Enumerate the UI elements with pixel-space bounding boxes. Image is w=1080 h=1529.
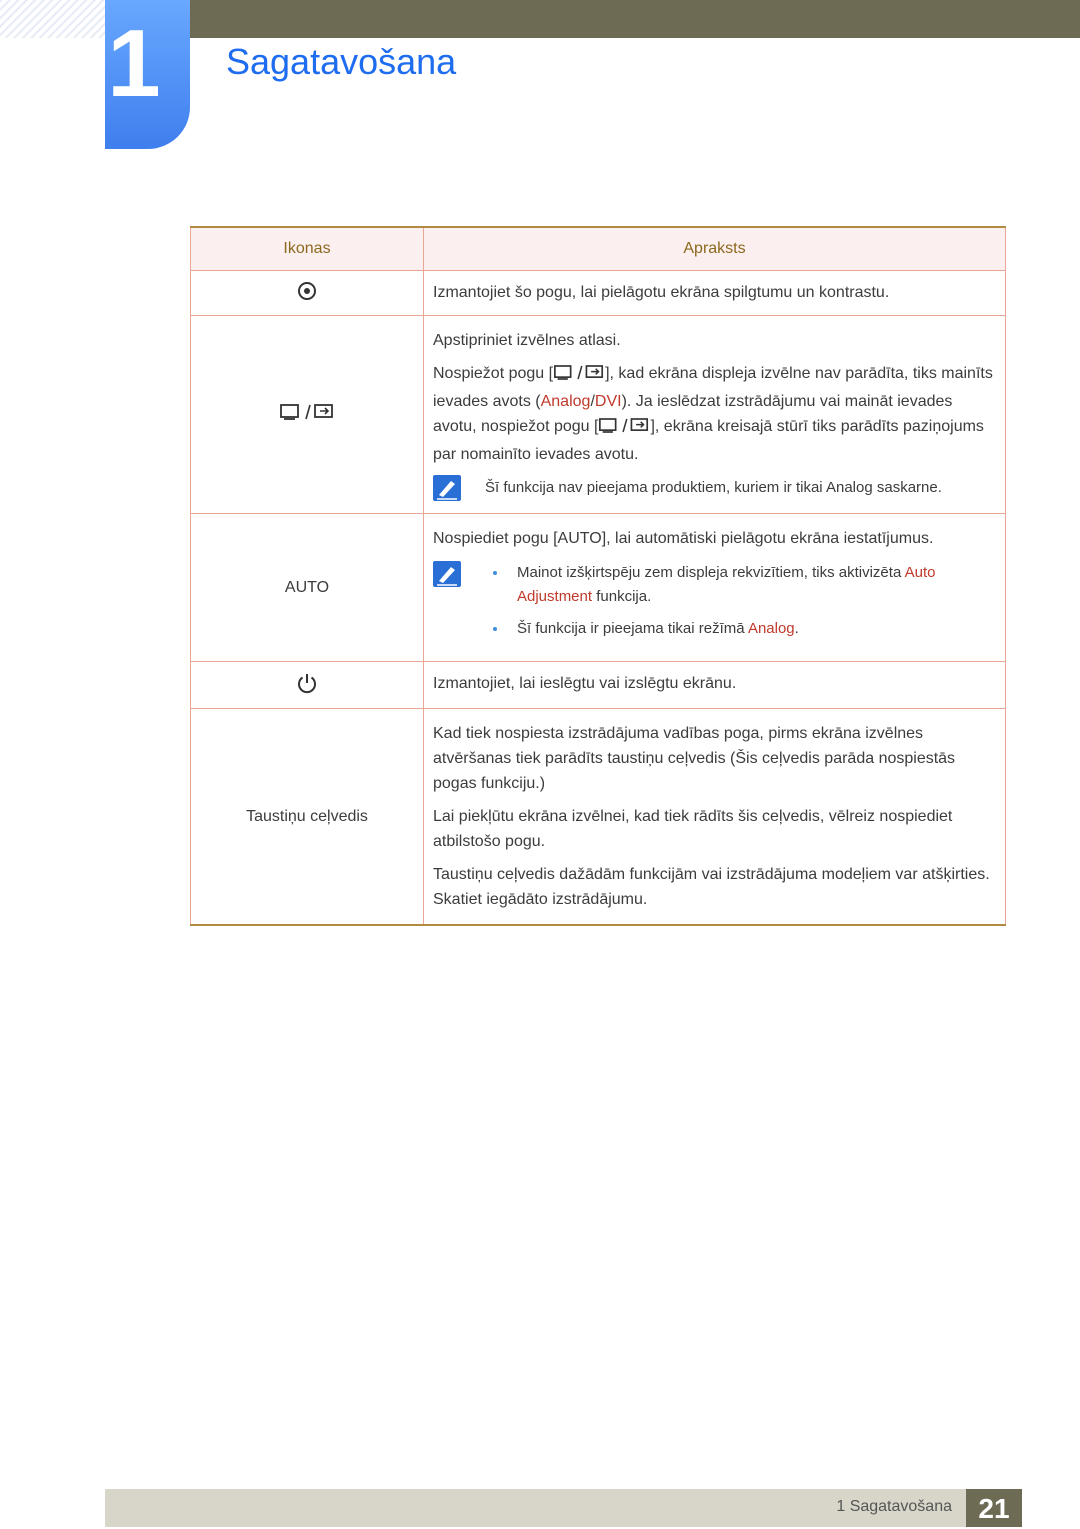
source-description: [424, 316, 1006, 514]
auto-notes: [433, 561, 993, 649]
page-number: 21: [966, 1489, 1022, 1527]
auto-note-list: [485, 561, 993, 649]
key-guide-text-3: Taustiņu ceļvedis dažādām funkcijām vai izstrādājuma modeļiem var atšķirties. Skatiet iegādāto izstrādājumu.: [433, 866, 990, 908]
key-guide-text-1: Kad tiek nospiesta izstrādājuma vadības poga, pirms ekrāna izvēlnes atvēršanas tiek parādīts taustiņu ceļvedis (Šis ceļvedis parāda nospiestās pogas funkciju.): [433, 725, 956, 792]
source-icon-cell: [191, 316, 424, 514]
chapter-number: 1: [107, 10, 161, 117]
source-separator: /: [590, 393, 595, 410]
brightness-description: Izmantojiet šo pogu, lai pielāgotu ekrāna spilgtumu un kontrastu.: [424, 271, 1006, 316]
table-row-brightness: [191, 271, 1006, 316]
column-header-description: Apraksts: [424, 227, 1006, 271]
table-header-row: [191, 227, 1006, 271]
auto-adjustment-highlight: Auto Adjustment: [517, 564, 936, 605]
note-icon: [433, 561, 461, 587]
source-detail-text: [433, 361, 993, 467]
source-enter-inline-icon: [553, 364, 605, 389]
chapter-title: Sagatavošana: [226, 41, 457, 82]
corner-hatch-decoration: [0, 0, 105, 38]
table-row-key-guide: [191, 709, 1006, 926]
source-enter-inline-icon-2: [598, 417, 650, 442]
brightness-icon: [297, 281, 317, 301]
list-item: Šī funkcija ir pieejama tikai režīmā Analog.: [485, 617, 993, 641]
top-header-bar: [190, 0, 1080, 38]
source-enter-icon: [279, 408, 335, 425]
source-dvi-highlight: DVI: [594, 393, 622, 410]
key-guide-label: Taustiņu ceļvedis: [191, 709, 424, 926]
source-detail-part-b: ], kad ekrāna displeja izvēlne nav parādīta, tiks mainīts ievades avots (: [433, 365, 993, 410]
analog-mode-highlight: Analog: [747, 620, 795, 637]
column-header-icons: Ikonas: [191, 227, 424, 271]
key-guide-description: [424, 709, 1006, 926]
source-detail-part-d: ], ekrāna kreisajā stūrī tiks parādīts paziņojums par nomainīto ievades avotu.: [433, 418, 984, 463]
source-detail-part-a: Nospiežot pogu [: [433, 365, 554, 382]
table-row-source: [191, 316, 1006, 514]
source-detail-part-c: ). Ja ieslēdzat izstrādājumu vai maināt ievades avotu, nospiežot pogu [: [433, 393, 953, 435]
auto-text-part-a: Nospiediet pogu [: [433, 530, 558, 547]
brightness-icon-cell: [191, 271, 424, 316]
table-row-auto: [191, 514, 1006, 662]
footer-section-label: 1 Sagatavošana: [836, 1498, 952, 1515]
table-row-power: [191, 662, 1006, 709]
icons-table: [190, 226, 1006, 926]
list-item: Mainot izšķirtspēju zem displeja rekvizītiem, tiks aktivizēta Auto Adjustment funkcija.: [485, 561, 993, 609]
power-icon-cell: [191, 662, 424, 709]
source-note-text: Šī funkcija nav pieejama produktiem, kuriem ir tikai Analog saskarne.: [485, 479, 942, 496]
power-description: Izmantojiet, lai ieslēgtu vai izslēgtu ekrānu.: [424, 662, 1006, 709]
note-icon: [433, 475, 461, 501]
auto-description: [424, 514, 1006, 662]
auto-text-part-b: ], lai automātiski pielāgotu ekrāna iestatījumus.: [601, 530, 934, 547]
auto-main-text: [433, 526, 993, 551]
key-guide-text-2: Lai piekļūtu ekrāna izvēlnei, kad tiek rādīts šis ceļvedis, vēlreiz nospiediet atbilstošo pogu.: [433, 808, 953, 850]
auto-key-label: AUTO: [557, 530, 602, 547]
source-analog-highlight: Analog: [540, 393, 591, 410]
source-confirm-text: Apstipriniet izvēlnes atlasi.: [433, 332, 621, 349]
auto-icon-cell: AUTO: [191, 514, 424, 662]
power-icon: [296, 672, 318, 694]
source-note: [433, 475, 993, 501]
